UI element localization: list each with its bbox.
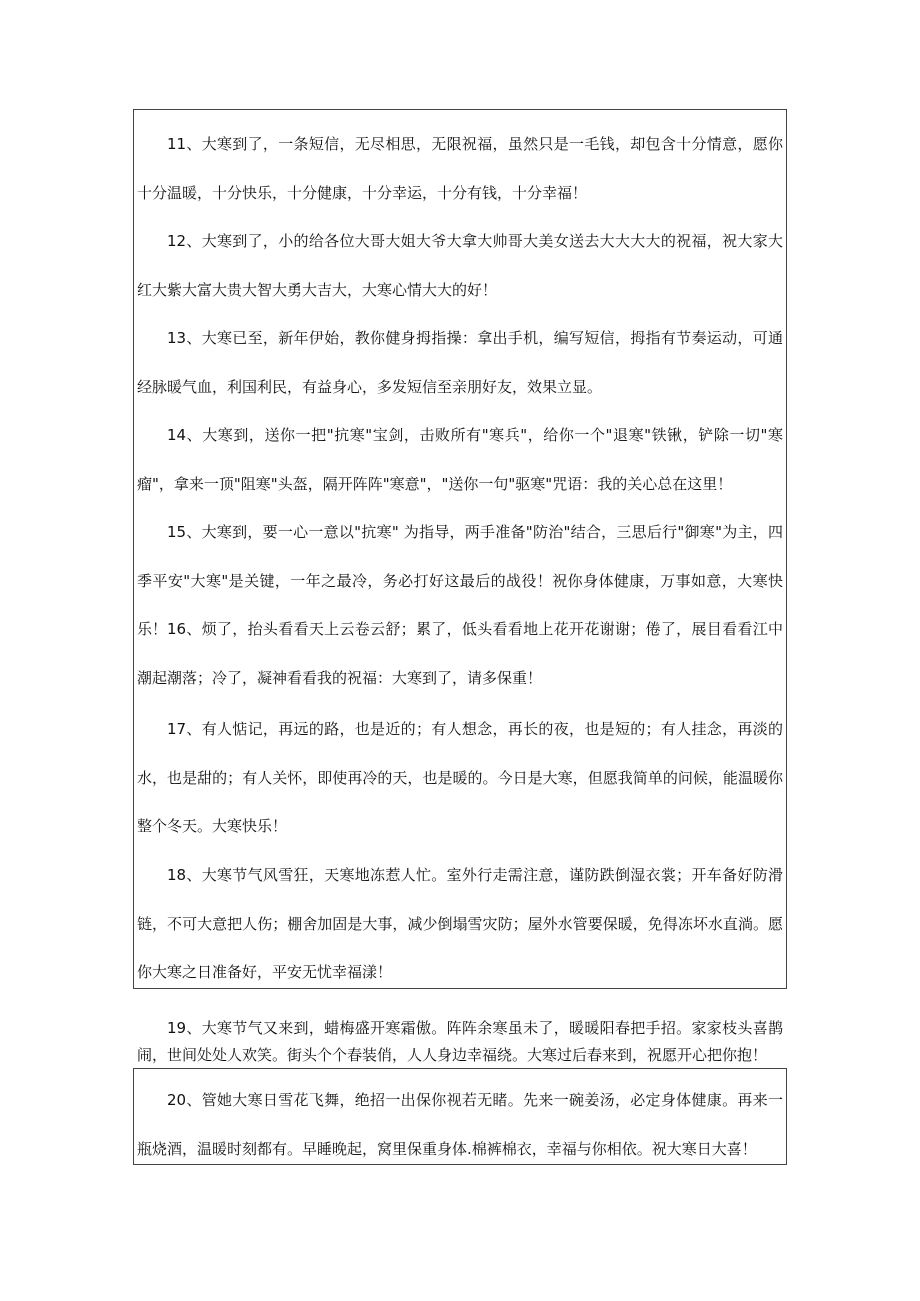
paragraph-17: 17、有人惦记，再远的路，也是近的；有人想念，再长的夜，也是短的；有人挂念，再淡的水，也是甜的；有人关怀，即使再冷的天，也是暖的。今日是大寒，但愿我简单的问候，能温暖你整个冬天。大寒快乐！ <box>137 720 783 835</box>
paragraph-14: 14、大寒到，送你一把"抗寒"宝剑，击败所有"寒兵"，给你一个"退寒"铁锹，铲除一切"寒瘤"，拿来一顶"阻寒"头盔，隔开阵阵"寒意"，"送你一句"驱寒"咒语：我的关心总在这里！ <box>137 426 783 493</box>
paragraph-12: 12、大寒到了，小的给各位大哥大姐大爷大拿大帅哥大美女送去大大大大的祝福，祝大家大红大紫大富大贵大智大勇大吉大，大寒心情大大的好！ <box>137 232 783 299</box>
paragraph-18: 18、大寒节气风雪狂，天寒地冻惹人忙。室外行走需注意，谨防跌倒湿衣裳；开车备好防滑链，不可大意把人伤；棚舍加固是大事，减少倒塌雪灾防；屋外水管要保暖，免得冻坏水直淌。愿你大寒之日准备好，平安无忧幸福漾！ <box>137 866 783 981</box>
paragraph-13: 13、大寒已至，新年伊始，教你健身拇指操：拿出手机，编写短信，拇指有节奏运动，可通经脉暖气血，利国利民，有益身心，多发短信至亲朋好友，效果立显。 <box>137 329 783 396</box>
paragraph-16: 16、烦了，抬头看看天上云卷云舒；累了，低头看看地上花开花谢谢；倦了，展目看看江中潮起潮落；冷了，凝神看看我的祝福：大寒到了，请多保重！ <box>137 620 783 687</box>
paragraph-19: 19、大寒节气又来到，蜡梅盛开寒霜傲。阵阵余寒虽未了，暖暖阳春把手招。家家枝头喜鹊闹，世间处处人欢笑。街头个个春装俏，人人身边幸福绕。大寒过后春来到，祝愿开心把你抱！ <box>137 1019 783 1064</box>
paragraph-20: 20、管她大寒日雪花飞舞，绝招一出保你视若无睹。先来一碗姜汤，必定身体健康。再来一瓶烧酒，温暖时刻都有。早睡晚起，窝里保重身体.棉裤棉衣，幸福与你相依。祝大寒日大喜！ <box>137 1091 783 1158</box>
paragraph-15: 15、大寒到，要一心一意以"抗寒" 为指导，两手准备"防治"结合，三思后行"御寒"为主，四季平安"大寒"是关键，一年之最冷，务必打好这最后的战役！祝你身体健康，万事如意，大寒快乐！ <box>137 523 783 638</box>
paragraph-11: 11、大寒到了，一条短信，无尽相思，无限祝福，虽然只是一毛钱，却包含十分情意，愿你十分温暖，十分快乐，十分健康，十分幸运，十分有钱，十分幸福！ <box>137 135 783 202</box>
